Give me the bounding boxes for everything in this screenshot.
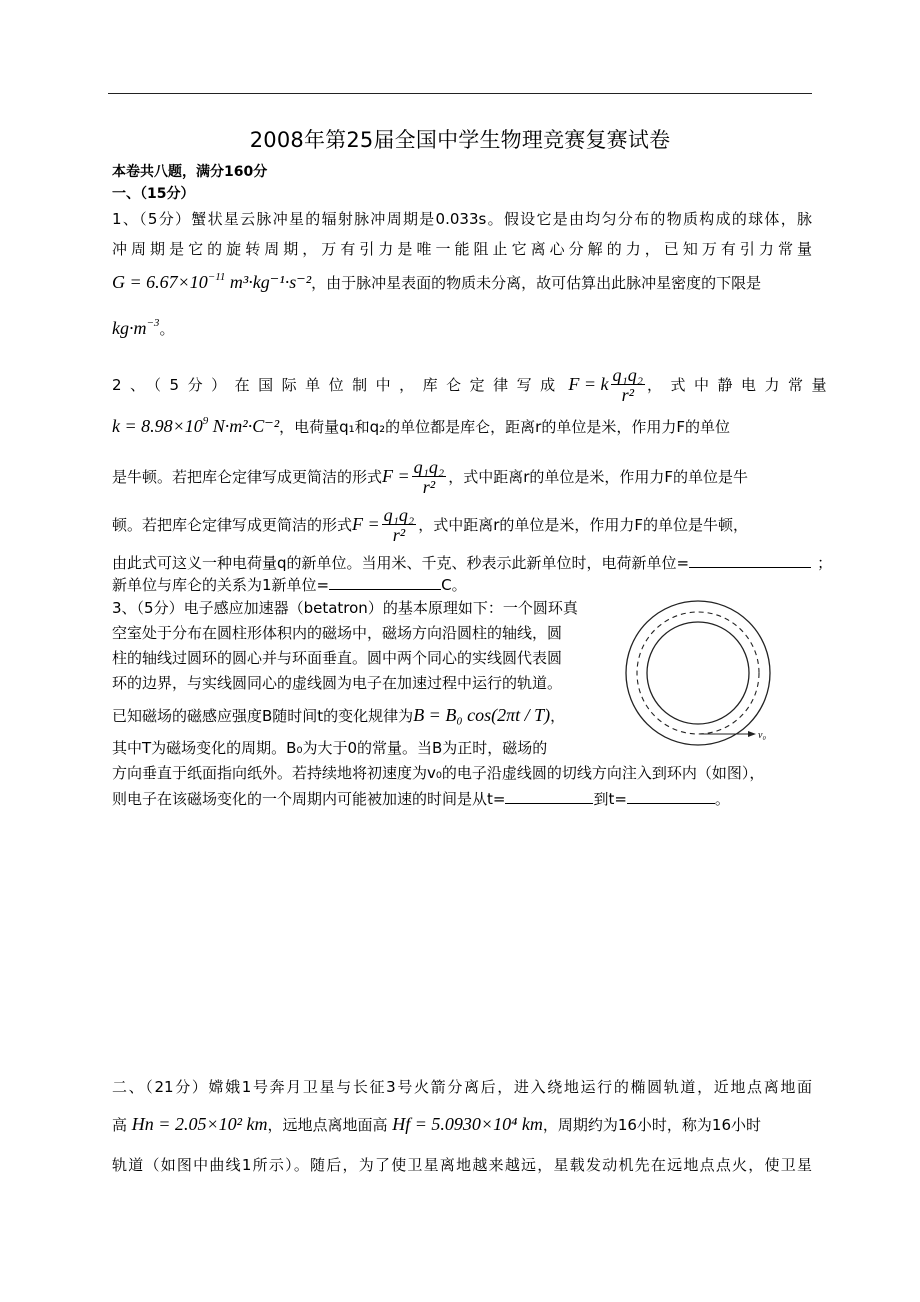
q3-line-1: 3、（5分）电子感应加速器（betatron）的基本原理如下：一个圆环真 [112,599,578,617]
s2-line-1: 二、（21分）嫦娥1号奔月卫星与长征3号火箭分离后，进入绕地运行的椭圆轨道，近地点离地面 [112,1078,812,1096]
simple-coulomb-fraction: $\frac{\text{q₁q₂}}{\text{r²}}$ [413,457,445,497]
coulomb-constant-formula: $k = 8.98\times 10^9$ N·m²·C⁻² [112,415,280,436]
arrow-head-icon [748,731,756,737]
q1-line-2: 冲周期是它的旋转周期，万有引力是唯一能阻止它离心分解的力，已知万有引力常量 [112,240,812,258]
section-1-heading: 一、（15分） [112,186,195,202]
header-rule [108,93,812,94]
coulomb-fraction: $\frac{\text{q₁q₂}}{\text{r²}}$ [612,365,644,405]
page-title: 2008年第25届全国中学生物理竞赛复赛试卷 [249,128,671,152]
answer-blank-t-end[interactable] [627,789,715,804]
q3-line-7: 方向垂直于纸面指向纸外。若持续地将初速度为v₀的电子沿虚线圆的切线方向注入到环内（如图）， [112,764,765,782]
electron-orbit-circle [637,612,759,734]
q2-line-4: 顿。若把库仑定律写成更简洁的形式F = $\frac{\text{q₁q₂}}{\text{r²}}$ ，式中距离r的单位是米，作用力F的单位是牛顿， [112,505,748,545]
q3-line-3: 柱的轴线过圆环的圆心并与环面垂直。圆中两个同心的实线圆代表圆 [112,649,563,667]
q2-line-2: $k = 8.98\times 10^9$ N·m²·C⁻²，电荷量q₁和q₂的单位都是库仑，距离r的单位是米，作用力F的单位 [112,415,730,436]
q1-line-4: $kg\cdot m^{-3}$。 [112,317,175,338]
q2-line-5: 由此式可这义一种电荷量q的新单位。当用米、千克、秒表示此新单位时，电荷新单位= ； [112,554,833,572]
q3-line-5: 已知磁场的磁感应强度B随时间t的变化规律为B = B₀ cos(2πt / T)， [112,705,566,725]
perigee-formula: Hn = 2.05×10² km [131,1114,268,1134]
simple-coulomb-fraction-2: $\frac{\text{q₁q₂}}{\text{r²}}$ [383,505,415,545]
q3-line-4: 环的边界，与实线圆同心的虚线圆为电子在加速过程中运行的轨道。 [112,674,563,692]
q2-line-6: 新单位与库仑的关系为1新单位= C。 [112,576,467,594]
answer-blank-coulomb[interactable] [329,575,441,590]
apogee-formula: Hf = 5.0930×10⁴ km [392,1114,543,1134]
velocity-label: v₀ [758,730,766,741]
exam-summary: 本卷共八题，满分160分 [112,164,268,180]
q1-line-3: $G = 6.67\times 10^{-11}$ m³·kg⁻¹·s⁻²，由于脉冲星表面的物质未分离，故可估算出此脉冲星密度的下限是 [112,271,762,292]
s2-line-2: 高 Hn = 2.05×10² km，远地点离地面高 Hf = 5.0930×10⁴ km，周期约为16小时，称为16小时 [112,1114,762,1134]
answer-blank-unit[interactable] [689,553,811,568]
betatron-figure [618,595,778,755]
q3-line-6: 其中T为磁场变化的周期。B₀为大于0的常量。当B为正时，磁场的 [112,739,548,757]
gravity-constant-formula: $G = 6.67\times 10^{-11}$ m³·kg⁻¹·s⁻² [112,271,312,292]
q1-line-1: 1、（5分）蟹状星云脉冲星的辐射脉冲周期是0.033s。假设它是由均匀分布的物质构成的球体，脉 [112,210,812,228]
q3-line-2: 空室处于分布在圆柱形体积内的磁场中，磁场方向沿圆柱的轴线，圆 [112,624,563,642]
s2-line-3: 轨道（如图中曲线1所示）。随后，为了使卫星离地越来越远，星载发动机先在远地点点火，使卫星 [112,1156,812,1174]
density-unit: $kg\cdot m^{-3}$ [112,317,160,338]
inner-ring-circle [647,622,749,724]
q2-line-3: 是牛顿。若把库仑定律写成更简洁的形式F = $\frac{\text{q₁q₂}}{\text{r²}}$ ，式中距离r的单位是米，作用力F的单位是牛 [112,457,748,497]
q2-line-1: 2、（5分）在国际单位制中，库仑定律写成 F = k $\frac{\text{q₁q₂}}{\text{r²}}$ ，式中静电力常量 [112,365,836,405]
answer-blank-t-start[interactable] [505,789,593,804]
q3-line-8: 则电子在该磁场变化的一个周期内可能被加速的时间是从t= 到t= 。 [112,790,730,808]
magnetic-field-formula: B = B₀ cos(2πt / T) [413,705,551,725]
